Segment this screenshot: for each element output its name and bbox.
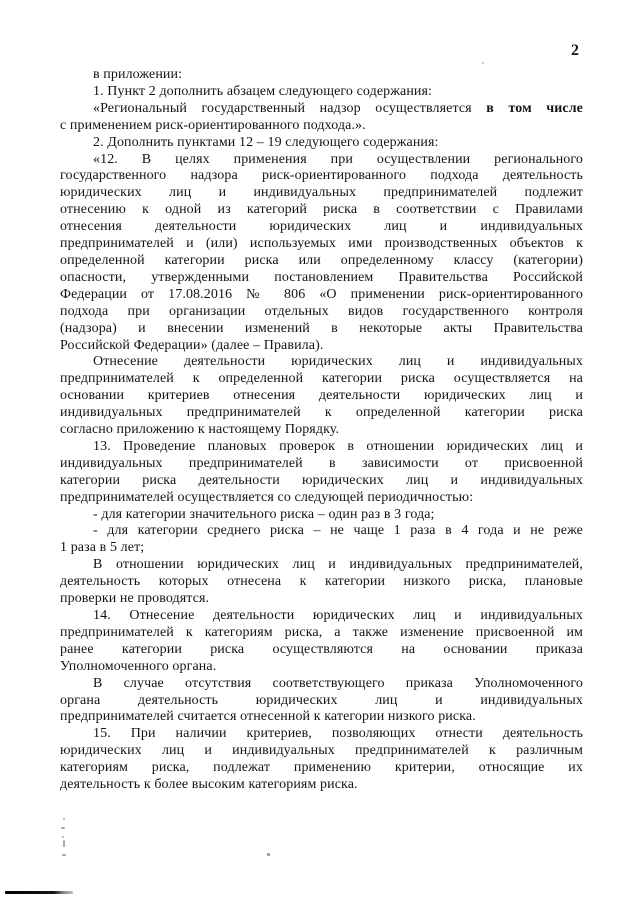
text-line <box>60 540 583 557</box>
text-run: категории риска деятельности юридических лиц и индивидуальных <box>60 472 583 488</box>
text-run: подхода при организации отдельных видов государственного контроля <box>60 303 583 319</box>
text-line <box>60 625 583 642</box>
text-run: 13. Проведение плановых проверок в отношении юридических лиц и <box>93 438 583 454</box>
text-run: опасности, утвержденными постановлением Правительства Российской <box>60 269 583 285</box>
text-run: основании критериев отнесения деятельности юридических лиц и <box>60 388 583 404</box>
text-line <box>60 253 583 270</box>
scan-artifact-speck <box>63 818 65 820</box>
text-line <box>60 591 583 608</box>
text-line <box>60 67 583 84</box>
text-run: 2. Дополнить пунктами 12 – 19 следующего содержания: <box>93 134 439 150</box>
text-run: «Региональный государственный надзор осуществляется <box>93 100 487 116</box>
text-run: 1. Пункт 2 дополнить абзацем следующего содержания: <box>93 83 433 99</box>
text-line <box>60 777 583 794</box>
text-run: предпринимателей к определенной категории риска осуществляется на <box>60 371 583 387</box>
text-line <box>60 642 583 659</box>
text-line <box>60 693 583 710</box>
text-line <box>60 185 583 202</box>
text-run: юридических лиц и индивидуальных предпринимателей к различным <box>60 743 583 759</box>
text-run: ранее категории риска осуществляются на основании приказа <box>60 641 583 657</box>
text-line <box>60 709 583 726</box>
text-line <box>60 135 583 152</box>
text-run: в приложении: <box>93 67 183 82</box>
text-line <box>60 490 583 507</box>
text-run: - для категории среднего риска – не чаще 1 раза в 4 года и не реже <box>93 523 583 539</box>
text-line <box>60 523 583 540</box>
text-run: «12. В целях применения при осуществлении регионального <box>93 151 583 167</box>
text-line <box>60 287 583 304</box>
scan-artifact-speck <box>63 840 65 847</box>
text-line <box>60 726 583 743</box>
text-line <box>60 439 583 456</box>
text-run: предпринимателей и (или) используемых ими производственных объектов к <box>60 236 583 252</box>
text-line <box>60 507 583 524</box>
text-line <box>60 304 583 321</box>
text-run: государственного надзора риск-ориентированного подхода деятельность <box>60 168 583 184</box>
text-line <box>60 354 583 371</box>
text-line <box>60 270 583 287</box>
text-line <box>60 676 583 693</box>
text-run: Уполномоченного органа. <box>60 658 217 674</box>
text-run: предпринимателей осуществляется со следующей периодичностью: <box>60 489 474 505</box>
scan-artifact-speck <box>61 827 65 829</box>
text-run: согласно приложению к настоящему Порядку. <box>60 422 340 438</box>
text-run: Отнесение деятельности юридических лиц и индивидуальных <box>93 354 583 370</box>
text-line <box>60 388 583 405</box>
text-line <box>60 557 583 574</box>
text-run: юридических лиц и индивидуальных предпринимателей подлежит <box>60 185 583 201</box>
scan-artifact-line <box>5 891 73 894</box>
text-run: предпринимателей считается отнесенной к категории низкого риска. <box>60 709 476 725</box>
text-run: органа деятельность юридических лиц и индивидуальных <box>60 692 583 708</box>
text-run: Федерации от 17.08.2016 № 806 «О применении риск-ориентированного <box>60 286 583 302</box>
text-run: В отношении юридических лиц и индивидуальных предпринимателей, <box>93 557 583 573</box>
text-line <box>60 456 583 473</box>
text-line <box>60 202 583 219</box>
text-run: деятельность к более высоким категориям риска. <box>60 777 358 793</box>
text-line <box>60 236 583 253</box>
text-run: 1 раза в 5 лет; <box>60 540 145 556</box>
text-run: деятельность которых отнесена к категории низкого риска, плановые <box>60 574 583 590</box>
text-run: предпринимателей к категориям риска, а также изменение присвоенной им <box>60 624 583 640</box>
text-run: определенной категории риска или определенному классу (категории) <box>60 252 583 268</box>
text-line <box>60 118 583 135</box>
text-run: - для категории значительного риска – один раз в 3 года; <box>93 506 435 522</box>
text-line <box>60 371 583 388</box>
text-run: с применением риск-ориентированного подхода.». <box>60 117 366 133</box>
page-number: 2 <box>571 42 580 59</box>
text-run: 15. При наличии критериев, позволяющих отнести деятельность <box>93 726 583 742</box>
text-line <box>60 84 583 101</box>
text-line <box>60 608 583 625</box>
text-line <box>60 760 583 777</box>
text-line <box>60 152 583 169</box>
text-line <box>60 338 583 355</box>
text-run: индивидуальных предпринимателей в зависимости от присвоенной <box>60 455 583 471</box>
text-run: отнесения деятельности юридических лиц и индивидуальных <box>60 219 583 235</box>
text-line <box>60 219 583 236</box>
text-line <box>60 405 583 422</box>
text-line <box>60 101 583 118</box>
text-line <box>60 321 583 338</box>
scan-artifact-speck <box>62 854 66 856</box>
text-run: категориям риска, подлежат применению критерии, относящие их <box>60 760 583 776</box>
text-run: проверки не проводятся. <box>60 591 210 607</box>
text-run: 14. Отнесение деятельности юридических лиц и индивидуальных <box>93 608 583 623</box>
bold-text-run: в том числе <box>486 100 583 116</box>
text-line <box>60 574 583 591</box>
text-line <box>60 168 583 185</box>
text-run: В случае отсутствия соответствующего приказа Уполномоченного <box>93 675 583 691</box>
text-run: Российской Федерации» (далее – Правила). <box>60 337 324 353</box>
scan-artifact-speck <box>62 836 64 838</box>
document-body <box>60 67 583 794</box>
text-line <box>60 659 583 676</box>
text-line <box>60 473 583 490</box>
text-run: индивидуальных предпринимателей к определенной категории риска <box>60 405 583 421</box>
text-run: отнесению к одной из категорий риска в соответствии с Правилами <box>60 202 583 218</box>
text-line <box>60 743 583 760</box>
text-run: (надзора) и внесении изменений в некоторые акты Правительства <box>60 320 583 336</box>
scan-artifact-speck <box>267 853 270 856</box>
scan-artifact-speck <box>482 62 484 64</box>
text-line <box>60 422 583 439</box>
